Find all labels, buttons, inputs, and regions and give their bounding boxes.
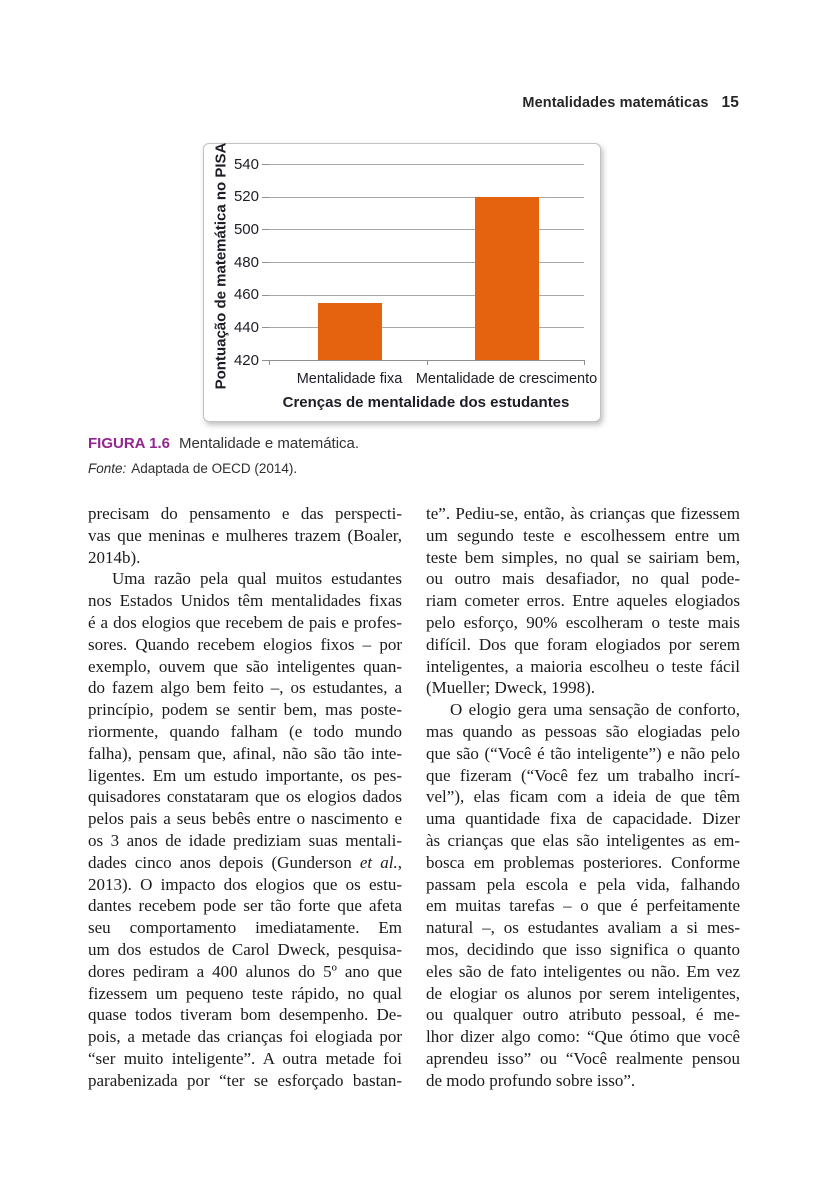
y-tick-label: 480 (233, 253, 259, 271)
body-line: de elogiar os alunos por serem inteligentes, (426, 983, 740, 1003)
body-line: difícil. Dos que foram elogiados por serem (426, 634, 740, 654)
body-line: teste bem simples, no qual se sairiam bem, (426, 547, 740, 567)
body-line: dantes recebem pode ser tão forte que afeta (88, 896, 402, 916)
body-line: uma quantidade fixa de capacidade. Dizer (426, 809, 740, 829)
body-line: falha), pensam que, afinal, não são tão inte- (88, 743, 402, 763)
body-line: um segundo teste e escolhessem entre um (426, 525, 740, 545)
running-header (522, 94, 739, 112)
figure-label: FIGURA 1.6 (88, 435, 170, 452)
body-line: eles são de fato inteligentes ou não. Em vez (426, 961, 740, 981)
y-tick-mark (262, 327, 269, 328)
x-tick-mark (584, 360, 585, 365)
body-line: quase todos tiveram bom desempenho. De- (88, 1005, 402, 1025)
running-title: Mentalidades matemáticas (522, 95, 709, 111)
category-label: Mentalidade fixa (296, 371, 403, 387)
figure-caption (88, 435, 359, 452)
body-line: mas quando as pessoas são elogiadas pelo (426, 721, 740, 741)
y-tick-label: 420 (233, 351, 259, 369)
body-line: aprendeu isso” ou “Você realmente pensou (426, 1048, 740, 1068)
body-line: inteligentes, a maioria escolheu o teste fácil (426, 656, 740, 676)
figure-source (88, 461, 297, 476)
body-line: pelos pais a seus bebês entre o nascimento e (88, 809, 402, 829)
body-line: O elogio gera uma sensação de conforto, (450, 700, 740, 720)
body-line: em muitas tarefas – o que é perfeitamente (426, 896, 740, 916)
gridline (269, 164, 584, 165)
body-line: te”. Pediu-se, então, às crianças que fizessem (426, 504, 740, 523)
body-line: riormente, quando falham (e todo mundo (88, 721, 402, 741)
body-line: exemplo, ouvem que são inteligentes quan- (88, 656, 402, 676)
category-label: Mentalidade de crescimento (415, 371, 598, 387)
bar-fixed-mindset (318, 303, 382, 360)
body-line: mos, decidindo que isso significa o quanto (426, 939, 740, 959)
body-line: 2013). O impacto dos elogios que os estu- (88, 874, 402, 894)
x-axis-label: Crenças de mentalidade dos estudantes (282, 394, 570, 411)
figure-chart-card (203, 143, 601, 422)
body-line: riam cometer erros. Entre aqueles elogiados (426, 591, 740, 611)
body-line: vel”), elas ficam com a ideia de que têm (426, 787, 740, 807)
y-tick-label: 500 (233, 220, 259, 238)
x-tick-mark (427, 360, 428, 365)
body-line: os 3 anos de idade prediziam suas mentali- (88, 830, 402, 850)
y-tick-label: 520 (233, 188, 259, 206)
body-line: ligentes. Em um estudo importante, os pes- (88, 765, 402, 785)
body-line: natural –, os estudantes avaliam a si mes- (426, 918, 740, 938)
y-tick-label: 440 (233, 318, 259, 336)
y-tick-mark (262, 229, 269, 230)
y-tick-mark (262, 197, 269, 198)
body-line: passam pela escola e pela vida, falhando (426, 874, 740, 894)
body-line: às crianças que elas são inteligentes as em- (426, 830, 740, 850)
body-line: ou qualquer outro atributo pessoal, é me- (426, 1005, 740, 1025)
y-tick-mark (262, 295, 269, 296)
body-line: é a dos elogios que recebem de pais e profes- (88, 612, 402, 632)
body-line: do fazem algo bem feito –, os estudantes, a (88, 678, 402, 698)
body-line: vas que meninas e mulheres trazem (Boaler, (88, 525, 402, 545)
body-line: lhor dizer algo como: “Que ótimo que você (426, 1027, 740, 1047)
body-line: quisadores constataram que os elogios dados (88, 787, 402, 807)
y-tick-label: 460 (233, 286, 259, 304)
y-tick-mark (262, 164, 269, 165)
body-line: Uma razão pela qual muitos estudantes (112, 569, 402, 589)
page-number: 15 (721, 94, 739, 111)
bar-growth-mindset (475, 197, 539, 360)
y-tick-mark (262, 262, 269, 263)
figure-source-label: Fonte: (88, 461, 127, 476)
body-line: dades cinco anos depois (Gunderson et al., (88, 852, 402, 872)
body-line: (Mueller; Dweck, 1998). (426, 678, 596, 698)
figure-source-text: Adaptada de OECD (2014). (131, 461, 298, 476)
body-line: bosca em problemas posteriores. Conforme (426, 852, 740, 872)
y-tick-mark (262, 360, 269, 361)
y-axis-label: Pontuação de matemática no PISA (212, 142, 230, 390)
figure-title: Mentalidade e matemática. (178, 435, 360, 452)
body-line: pelo esforço, 90% escolheram o teste mais (426, 612, 740, 632)
body-line: um dos estudos de Carol Dweck, pesquisa- (88, 939, 402, 959)
body-line: ou outro mais desafiador, no qual pode- (426, 569, 740, 589)
body-line: de modo profundo sobre isso”. (426, 1070, 636, 1090)
body-line: pois, a metade das crianças foi elogiada por (88, 1027, 402, 1047)
body-line: princípio, podem se sentir bem, mas poste- (88, 700, 402, 720)
body-line: sores. Quando recebem elogios fixos – por (88, 634, 402, 654)
body-line: fizessem um pequeno teste rápido, no qual (88, 983, 402, 1003)
body-line: parabenizada por “ter se esforçado bastan- (88, 1070, 402, 1090)
body-line: seu comportamento imediatamente. Em (88, 918, 402, 938)
body-right-column (426, 503, 740, 1092)
y-tick-label: 540 (233, 155, 259, 173)
body-line: que fizeram (“Você fez um trabalho incrí- (426, 765, 740, 785)
body-line: dores pediram a 400 alunos do 5º ano que (88, 961, 402, 981)
body-line: 2014b). (88, 547, 141, 567)
x-tick-mark (269, 360, 270, 365)
body-line: precisam do pensamento e das perspecti- (88, 504, 402, 523)
body-left-column (88, 503, 402, 1092)
body-line: que são (“Você é tão inteligente”) e não pelo (426, 743, 740, 763)
body-line: “ser muito inteligente”. A outra metade foi (88, 1048, 402, 1068)
body-line: nos Estados Unidos têm mentalidades fixas (88, 591, 402, 611)
